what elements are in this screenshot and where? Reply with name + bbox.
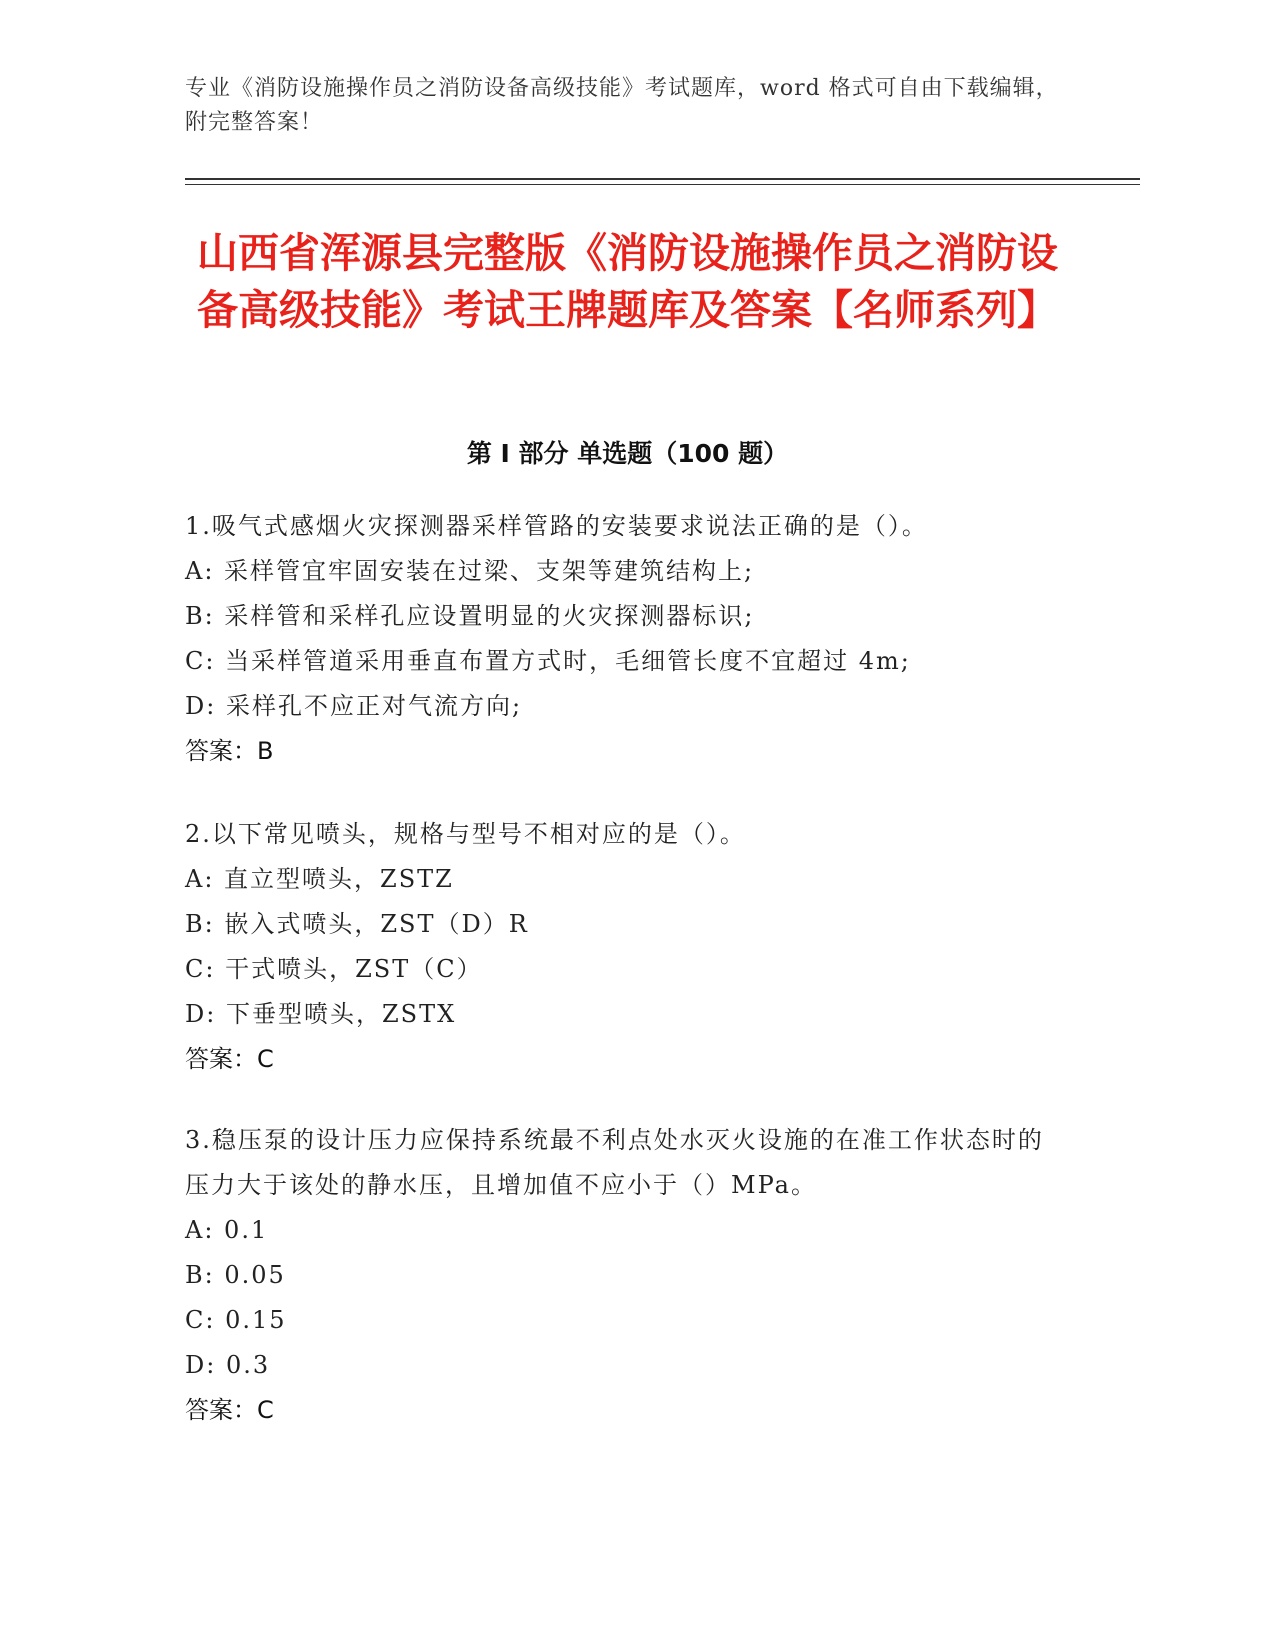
option-a: A: 0.1	[185, 1216, 269, 1244]
question-2	[185, 812, 1085, 1082]
header-divider-thin	[185, 184, 1140, 185]
option-a: A: 采样管宜牢固安装在过梁、支架等建筑结构上;	[185, 557, 755, 585]
option-d: D: 采样孔不应正对气流方向;	[185, 692, 523, 720]
option-b: B: 嵌入式喷头，ZST（D）R	[185, 910, 529, 938]
option-c: C: 0.15	[185, 1306, 287, 1334]
option-c: C: 当采样管道采用垂直布置方式时，毛细管长度不宜超过 4m;	[185, 647, 911, 675]
answer: 答案：C	[185, 1396, 274, 1424]
question-stem: 1.吸气式感烟火灾探测器采样管路的安装要求说法正确的是（）。	[185, 512, 928, 540]
answer: 答案：B	[185, 737, 274, 765]
header-note: 专业《消防设施操作员之消防设备高级技能》考试题库，word 格式可自由下载编辑，附完整答案！	[185, 76, 1059, 135]
question-1	[185, 504, 1085, 774]
question-stem: 3.稳压泵的设计压力应保持系统最不利点处水灭火设施的在准工作状态时的压力大于该处的静水压，且增加值不应小于（）MPa。	[185, 1126, 1044, 1199]
question-stem: 2.以下常见喷头，规格与型号不相对应的是（）。	[185, 820, 746, 848]
option-c: C: 干式喷头，ZST（C）	[185, 955, 483, 983]
question-3	[185, 1118, 1085, 1433]
option-d: D: 下垂型喷头，ZSTX	[185, 1000, 457, 1028]
header-divider	[185, 178, 1140, 180]
option-b: B: 采样管和采样孔应设置明显的火灾探测器标识;	[185, 602, 755, 630]
option-a: A: 直立型喷头，ZSTZ	[185, 865, 454, 893]
section-heading: 第 I 部分 单选题（100 题）	[466, 439, 789, 468]
option-b: B: 0.05	[185, 1261, 286, 1289]
document-title: 山西省浑源县完整版《消防设施操作员之消防设备高级技能》考试王牌题库及答案【名师系列】	[197, 229, 1058, 334]
option-d: D: 0.3	[185, 1351, 271, 1379]
answer: 答案：C	[185, 1045, 274, 1073]
